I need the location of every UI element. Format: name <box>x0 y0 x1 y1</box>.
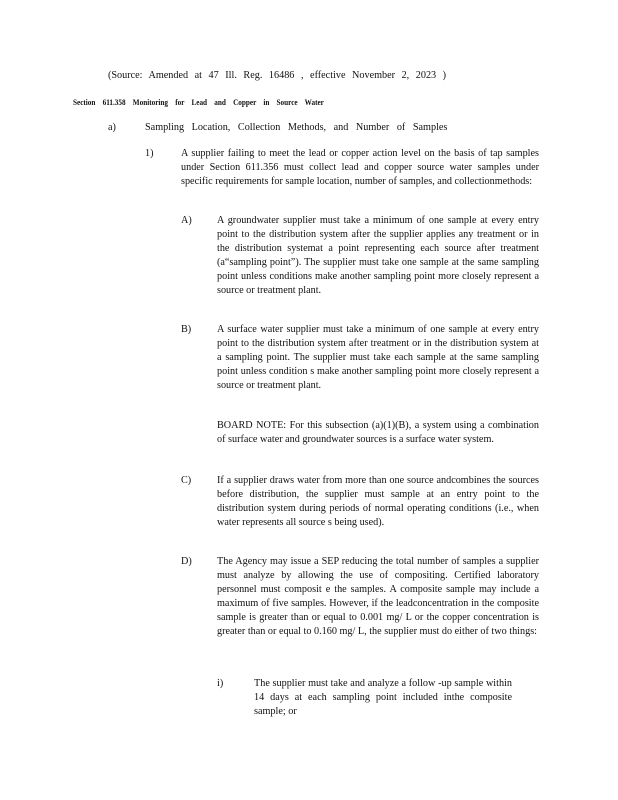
paragraph-1-label: 1) <box>145 148 154 159</box>
subitem-i-text: The supplier must take and analyze a follow -up sample within 14 days at each sampling point included inthe composite sample; or <box>254 678 512 717</box>
item-b-text: A surface water supplier must take a minimum of one sample at every entry point to the distribution system after treatment or in the distribution system at a sampling point. The supplier must take each sample at the same sampling point unless condition s make another sampling point more closely represent a source or treatment plant. <box>217 324 539 391</box>
board-note: BOARD NOTE: For this subsection (a)(1)(B), a system using a combination of surface water and groundwater sources is a surface water system. <box>217 420 539 445</box>
subsection-a-label: a) <box>108 122 116 133</box>
source-note: (Source: Amended at 47 Ill. Reg. 16486 , effective November 2, 2023 ) <box>108 70 447 81</box>
item-a-text: A groundwater supplier must take a minimum of one sample at every entry point to the distribution system after the supplier applies any treatment or in the distribution systemat a point representing each source after treatment (a“sampling point”). The supplier must take one sample at the same sampling point unless conditions make another sampling point more closely represent a source or treatment plant. <box>217 215 539 296</box>
item-d-label: D) <box>181 556 192 567</box>
item-a-label: A) <box>181 215 192 226</box>
item-d-text: The Agency may issue a SEP reducing the total number of samples a supplier must analyze by allowing the use of compositing. Certified laboratory personnel must composit e the samples. A composite sample may include a maximum of five samples. However, if the leadconcentration in the composite sample is greater than or equal to 0.001 mg/ L or the copper concentration is greater than or equal to 0.160 mg/ L, the supplier must do either of two things: <box>217 556 539 637</box>
item-b-label: B) <box>181 324 192 335</box>
item-c-label: C) <box>181 475 192 486</box>
paragraph-1-text: A supplier failing to meet the lead or copper action level on the basis of tap samples under Section 611.356 must collect lead and copper source water samples under specific requirements for sample location, number of samples, and collectionmethods: <box>181 148 539 187</box>
subitem-i-label: i) <box>217 678 224 689</box>
item-c-text: If a supplier draws water from more than one source andcombines the sources before distribution, the supplier must sample at an entry point to the distribution system during periods of normal operating conditions (i.e., when water represents all source s being used). <box>217 475 539 528</box>
section-heading: Section 611.358 Monitoring for Lead and Copper in Source Water <box>73 98 324 107</box>
subsection-a-title: Sampling Location, Collection Methods, and Number of Samples <box>145 122 448 133</box>
